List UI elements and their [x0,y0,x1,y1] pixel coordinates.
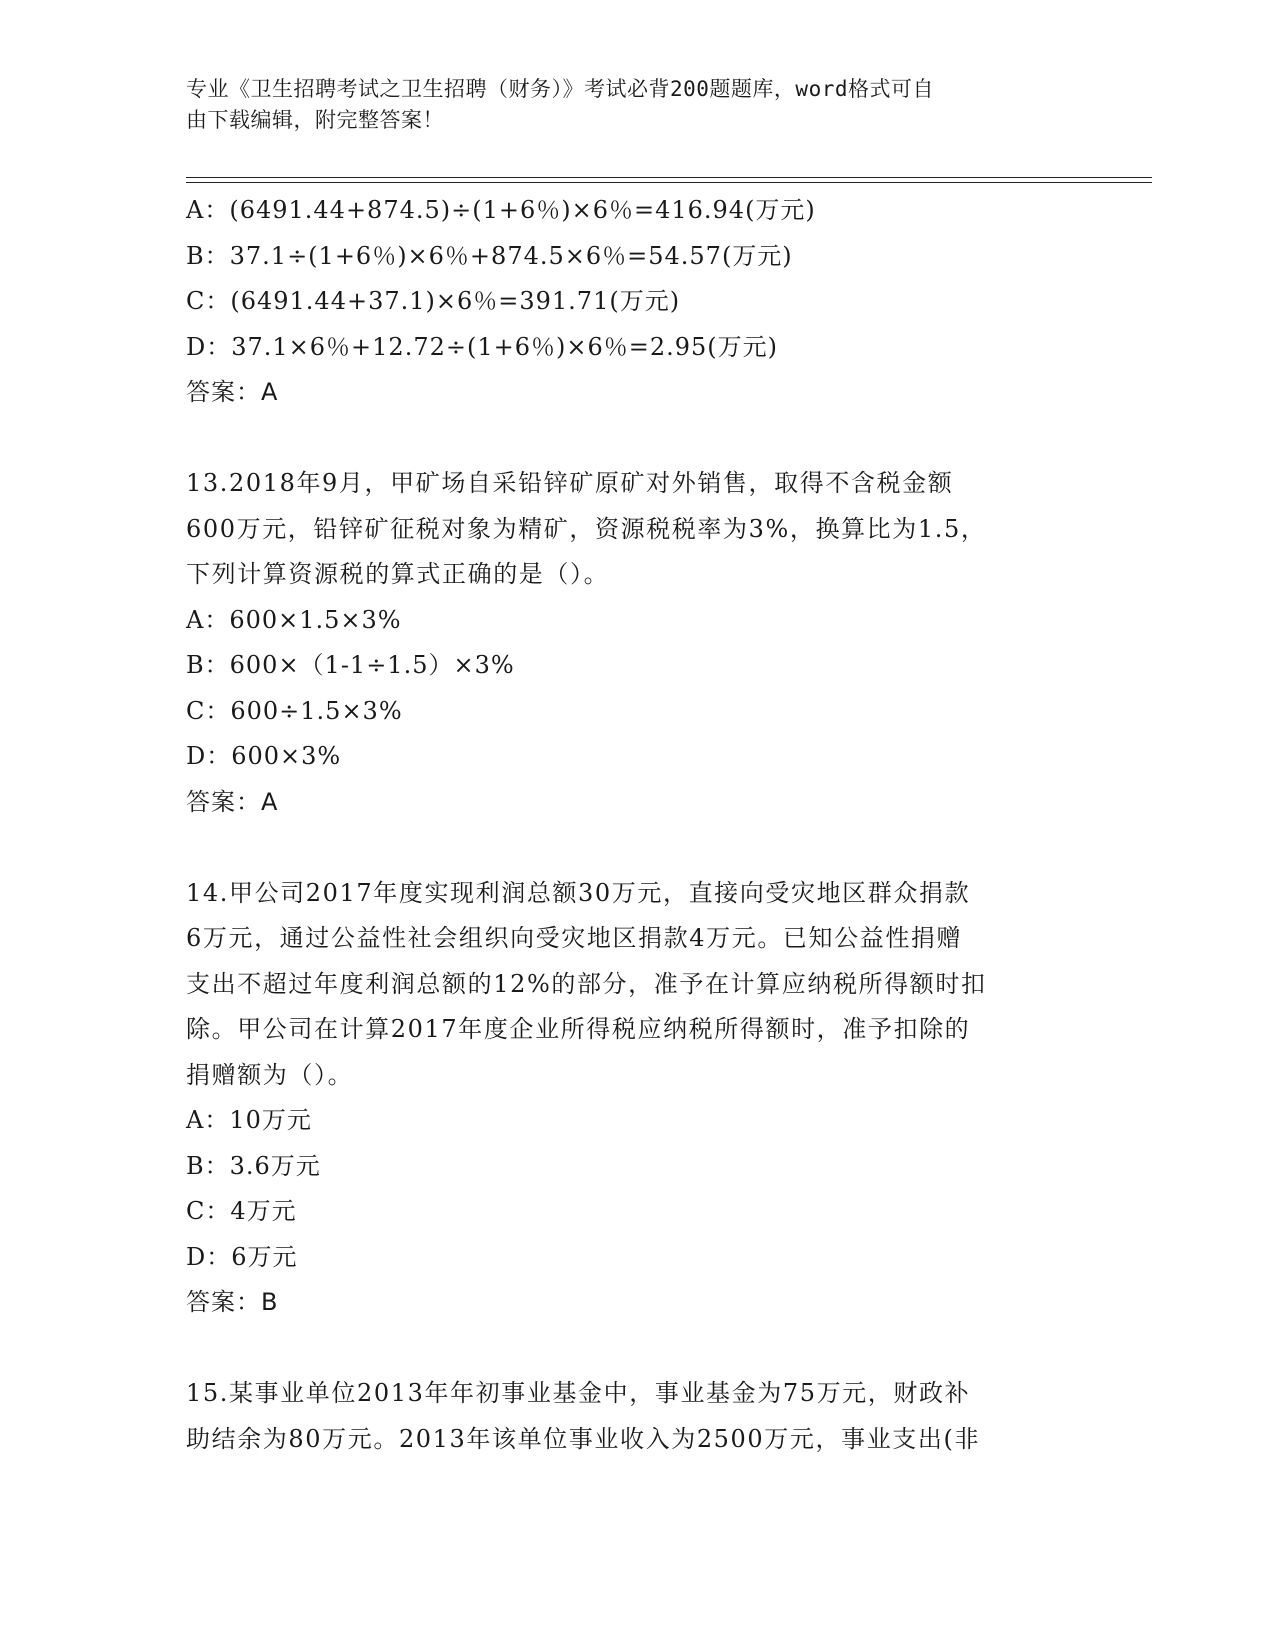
answer-line: 答案：A [186,378,279,406]
question-text-line: 支出不超过年度利润总额的12%的部分，准予在计算应纳税所得额时扣 [186,969,987,998]
question-content [186,188,1086,1462]
question-text-line: 捐赠额为（）。 [186,1060,354,1089]
question-text-line: 600万元，铅锌矿征税对象为精矿，资源税税率为3%，换算比为1.5， [186,514,987,543]
question-text-line: 助结余为80万元。2013年该单位事业收入为2500万元，事业支出(非 [186,1424,981,1453]
option-c: C：4万元 [186,1197,297,1225]
spacer [186,1326,1086,1372]
answer-line: 答案：B [186,1288,279,1316]
document-header [186,74,1066,136]
question-text-line: 下列计算资源税的算式正确的是（）。 [186,560,610,588]
option-a: A：600×1.5×3% [186,605,402,634]
question-text-line: 15.某事业单位2013年年初事业基金中，事业基金为75万元，财政补 [186,1379,971,1407]
option-c: C：(6491.44+37.1)×6％=391.71(万元) [186,287,681,315]
header-divider-bottom [186,182,1152,183]
option-c: C：600÷1.5×3% [186,696,403,725]
option-a: A：10万元 [186,1106,312,1134]
option-a: A：(6491.44+874.5)÷(1+6％)×6％=416.94(万元) [186,196,816,224]
option-b: B：37.1÷(1+6％)×6％+874.5×6％=54.57(万元) [186,241,793,270]
option-d: D：37.1×6％+12.72÷(1+6％)×6％=2.95(万元) [186,332,779,361]
question-13 [186,461,1086,825]
spacer [186,416,1086,462]
question-14 [186,871,1086,1326]
question-text-line: 6万元，通过公益性社会组织向受灾地区捐款4万元。已知公益性捐赠 [186,924,963,952]
spacer [186,825,1086,871]
header-title-line-2: 由下载编辑，附完整答案！ [186,108,444,132]
question-text-line: 13.2018年9月，甲矿场自采铅锌矿原矿对外销售，取得不含税金额 [186,469,954,497]
question-text-line: 除。甲公司在计算2017年度企业所得税应纳税所得额时，准予扣除的 [186,1015,971,1043]
answer-line: 答案：A [186,787,279,816]
question-12-tail [186,188,1086,416]
option-d: D：600×3% [186,742,342,770]
option-b: B：3.6万元 [186,1151,321,1180]
header-divider-top [186,177,1152,178]
question-text-line: 14.甲公司2017年度实现利润总额30万元，直接向受灾地区群众捐款 [186,878,971,907]
header-title-line-1: 专业《卫生招聘考试之卫生招聘（财务）》考试必背200题题库，word格式可自 [186,77,934,101]
option-b: B：600×（1-1÷1.5）×3% [186,651,515,679]
option-d: D：6万元 [186,1242,298,1271]
question-15 [186,1371,1086,1462]
